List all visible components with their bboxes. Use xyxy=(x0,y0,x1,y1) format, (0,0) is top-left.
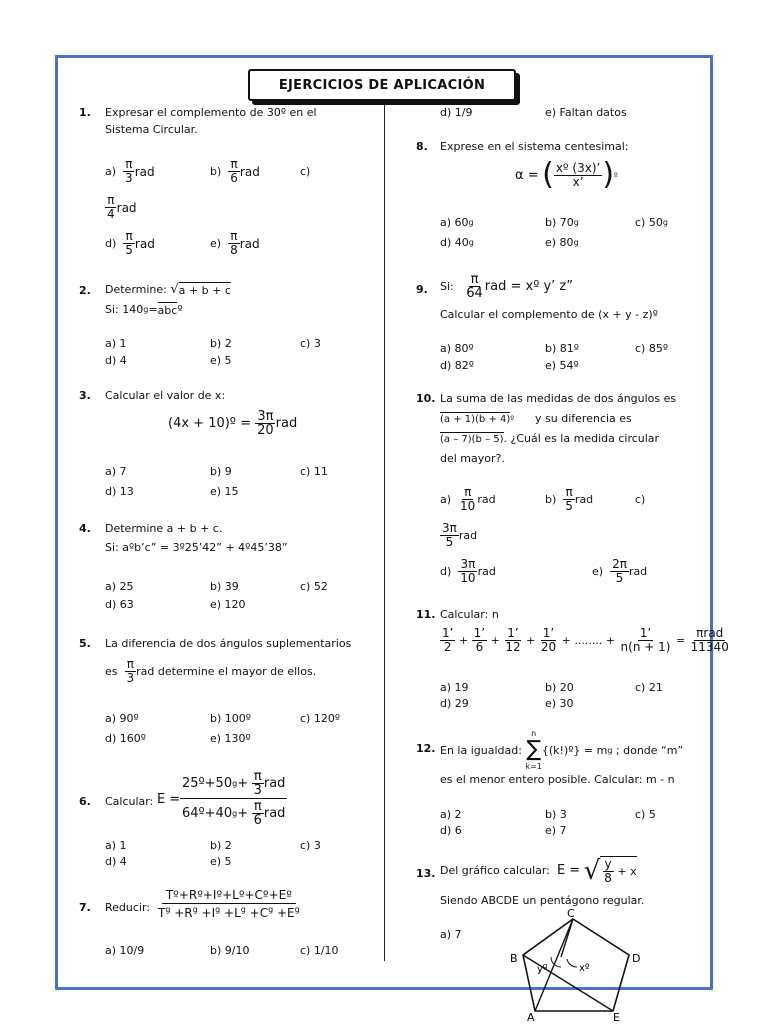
vertex-A-label: A xyxy=(527,1011,535,1024)
q11-option-b: b) 20 xyxy=(545,681,574,694)
q4-text-line1: Determine a + b + c. xyxy=(105,522,223,535)
angle-x-label: xº xyxy=(579,963,590,974)
q7-option-d: d) 1/9 xyxy=(440,106,473,119)
q1-number: 1. xyxy=(79,106,91,119)
q7-fraction xyxy=(154,888,304,920)
q4-option-e: e) 120 xyxy=(210,598,246,611)
q3-option-a: a) 7 xyxy=(105,465,127,478)
q1-option-b: b) $\frac{\pi}{6}$ rad xyxy=(210,157,260,185)
q11-option-e: e) 30 xyxy=(545,697,574,710)
q7-number: 7. xyxy=(79,901,91,914)
q4-option-c: c) 52 xyxy=(300,580,328,593)
q5-option-e: e) 130º xyxy=(210,732,251,745)
q1-text-line1: Expresar el complemento de 30º en el xyxy=(105,106,317,119)
q10-text-line2: (a + 1)(b + 4) º y su diferencia es xyxy=(440,412,632,425)
vertex-D-label: D xyxy=(632,952,641,965)
q8-number: 8. xyxy=(416,140,428,153)
q13-option-a: a) 7 xyxy=(440,928,462,941)
vertex-B-label: B xyxy=(510,952,518,965)
q9-option-c: c) 85º xyxy=(635,342,669,355)
q1-text-line2: Sistema Circular. xyxy=(105,123,198,136)
q10-option-d: d) $\frac{3\pi}{10}$ rad xyxy=(440,557,496,585)
q9-equation: Si: $\frac{\pi}{64}$ rad = xº y’ z” xyxy=(440,272,573,301)
q8-option-a: a) 60 g xyxy=(440,216,474,229)
q1-option-e: e) $\frac{\pi}{8}$ rad xyxy=(210,229,260,257)
q5-option-d: d) 160º xyxy=(105,732,146,745)
q6-E-label: E = xyxy=(157,792,181,807)
q10-option-c-label: c) xyxy=(635,493,646,506)
angle-x-arc xyxy=(567,959,577,967)
vertex-C-label: C xyxy=(567,907,575,920)
q5-text-line1: La diferencia de dos ángulos suplementarios xyxy=(105,637,352,650)
q12-text-line2: es el menor entero posible. Calcular: m - n xyxy=(440,773,675,786)
q6-fraction xyxy=(180,770,287,827)
q8-option-d: d) 40 g xyxy=(440,236,474,249)
q12-option-d: d) 6 xyxy=(440,824,462,837)
q4-option-b: b) 39 xyxy=(210,580,239,593)
q7-option-a: a) 10/9 xyxy=(105,944,145,957)
q11-option-c: c) 21 xyxy=(635,681,663,694)
q12-number: 12. xyxy=(416,742,436,755)
pentagon-figure xyxy=(505,905,655,1024)
q9-number: 9. xyxy=(416,283,428,296)
q9-option-b: b) 81º xyxy=(545,342,579,355)
q7-denominator: $T^g +R^g +I^g +L^g +C^g +E^g$ xyxy=(158,905,300,920)
q5-number: 5. xyxy=(79,637,91,650)
q5-option-b: b) 100º xyxy=(210,712,251,725)
q5-text-line2: es $\frac{\pi}{3}$ rad determine el mayor de ellos. xyxy=(105,657,317,685)
q3-option-c: c) 11 xyxy=(300,465,328,478)
q4-option-a: a) 25 xyxy=(105,580,134,593)
q10-text-line3: (a – 7)(b – 5) . ¿Cuál es la medida circular xyxy=(440,432,660,445)
q13-text-line2: Siendo ABCDE un pentágono regular. xyxy=(440,894,645,907)
q2-option-c: c) 3 xyxy=(300,337,321,350)
q2-text-line1: Determine: √ a + b + c xyxy=(105,282,231,297)
q7-numerator: Tº+Rº+Iº+Lº+Cº+Eº xyxy=(162,888,296,904)
q7-text: Reducir: xyxy=(105,901,151,914)
q12-option-e: e) 7 xyxy=(545,824,567,837)
q1-option-c-label: c) xyxy=(300,165,311,178)
q3-option-e: e) 15 xyxy=(210,485,239,498)
q5-option-a: a) 90º xyxy=(105,712,139,725)
q13-number: 13. xyxy=(416,867,436,880)
q3-number: 3. xyxy=(79,389,91,402)
q9-text: Calcular el complemento de (x + y - z)º xyxy=(440,308,658,321)
q7-option-c: c) 1/10 xyxy=(300,944,339,957)
angle-y-label: $y^g$ xyxy=(537,962,548,975)
q6-numerator: 25º+50 g + $\frac{\pi}{3}$ rad xyxy=(182,769,286,798)
q4-text-line2: Si: aºb’c” = 3º25’42” + 4º45’38” xyxy=(105,541,288,554)
q11-text: Calcular: n xyxy=(440,608,499,621)
q12-option-b: b) 3 xyxy=(545,808,567,821)
q7-option-b: b) 9/10 xyxy=(210,944,250,957)
q6-number: 6. xyxy=(79,795,91,808)
segment-C xyxy=(561,919,573,957)
q6-option-e: e) 5 xyxy=(210,855,232,868)
q11-option-a: a) 19 xyxy=(440,681,469,694)
q11-option-d: d) 29 xyxy=(440,697,469,710)
q8-option-b: b) 70 g xyxy=(545,216,579,229)
q7-option-e: e) Faltan datos xyxy=(545,106,627,119)
vertex-E-label: E xyxy=(613,1011,620,1024)
q4-option-d: d) 63 xyxy=(105,598,134,611)
q3-option-b: b) 9 xyxy=(210,465,232,478)
q10-text-line1: La suma de las medidas de dos ángulos es xyxy=(440,392,677,405)
q3-option-d: d) 13 xyxy=(105,485,134,498)
q2-text-line2: Si: 140 g = abc º xyxy=(105,303,183,317)
q12-option-a: a) 2 xyxy=(440,808,462,821)
q10-option-b: b) $\frac{\pi}{5}$ rad xyxy=(545,485,594,513)
q3-text: Calcular el valor de x: xyxy=(105,389,226,402)
q6-option-b: b) 2 xyxy=(210,839,232,852)
q11-equation: $\frac{1’}{2}$ + $\frac{1’}{6}$ + $\frac{1’}{12}$ + $\frac{1’}{20}$ + ........ + $\frac{1’}{n(n + 1)}$ = $\frac{\text{πrad}}{11340}$ xyxy=(442,626,729,654)
q9-option-a: a) 80º xyxy=(440,342,474,355)
q1-option-d: d) $\frac{\pi}{5}$ rad xyxy=(105,229,155,257)
q6-option-a: a) 1 xyxy=(105,839,127,852)
q10-option-e: e) $\frac{2\pi}{5}$ rad xyxy=(592,557,648,585)
q10-option-c: $\frac{3\pi}{5}$ rad xyxy=(442,521,478,549)
q8-text: Exprese en el sistema centesimal: xyxy=(440,140,629,153)
column-divider xyxy=(384,103,385,961)
q8-equation: α = ( $\frac{\text{xº (3x)’}}{x’}$ ) º xyxy=(515,157,618,192)
q4-number: 4. xyxy=(79,522,91,535)
q2-option-d: d) 4 xyxy=(105,354,127,367)
q2-number: 2. xyxy=(79,284,91,297)
page-title: EJERCICIOS DE APLICACIÓN xyxy=(248,69,516,101)
q13-equation: Del gráfico calcular: E = √ $\frac{y}{8}$ + x xyxy=(440,855,637,886)
q12-option-c: c) 5 xyxy=(635,808,656,821)
q6-denominator: 64º+40 g + $\frac{\pi}{6}$ rad xyxy=(182,799,286,828)
q1-option-a: a) $\frac{\pi}{3}$ rad xyxy=(105,157,155,185)
q10-number: 10. xyxy=(416,392,436,405)
q10-text-line4: del mayor?. xyxy=(440,452,505,465)
q8-option-c: c) 50 g xyxy=(635,216,668,229)
q10-option-a: a) $\frac{\pi}{10}$ rad xyxy=(440,485,496,513)
q12-equation: En la igualdad: n ∑ k=1 {(k!)º} = m g ; donde “m” xyxy=(440,729,684,771)
q8-option-e: e) 80 g xyxy=(545,236,579,249)
q11-number: 11. xyxy=(416,608,436,621)
q5-option-c: c) 120º xyxy=(300,712,341,725)
q6-text: Calcular: xyxy=(105,795,154,808)
q2-option-b: b) 2 xyxy=(210,337,232,350)
q9-option-d: d) 82º xyxy=(440,359,474,372)
q9-option-e: e) 54º xyxy=(545,359,579,372)
q12-summation: n ∑ k=1 xyxy=(525,729,542,771)
q6-option-c: c) 3 xyxy=(300,839,321,852)
q6-option-d: d) 4 xyxy=(105,855,127,868)
q2-option-e: e) 5 xyxy=(210,354,232,367)
q3-equation: (4x + 10)º = $\frac{3\pi}{20}$ rad xyxy=(168,409,298,438)
q1-option-c: $\frac{\pi}{4}$ rad xyxy=(107,193,137,221)
q2-option-a: a) 1 xyxy=(105,337,127,350)
